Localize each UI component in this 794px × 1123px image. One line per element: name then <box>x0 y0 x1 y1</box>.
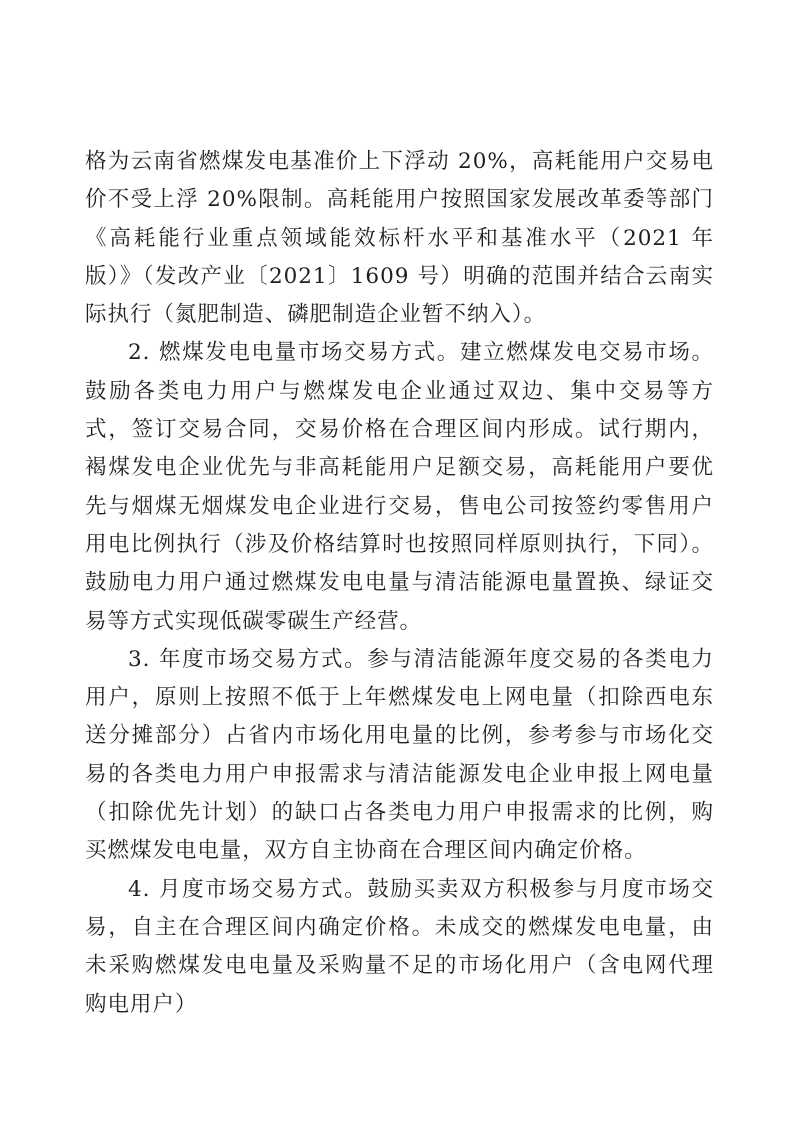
paragraph-1: 格为云南省燃煤发电基准价上下浮动 20%，高耗能用户交易电价不受上浮 20%限制。高耗能用户按照国家发展改革委等部门《高耗能行业重点领域能效标杆水平和基准水平（2021 年版）》（发改产业〔2021〕1609 号）明确的范围并结合云南实际执行（氮肥制造、磷肥制造企业暂不纳入）。 <box>85 149 714 328</box>
paragraph-4: 4. 月度市场交易方式。鼓励买卖双方积极参与月度市场交易，自主在合理区间内确定价格。未成交的燃煤发电电量，由未采购燃煤发电电量及采购量不足的市场化用户（含电网代理购电用户） <box>85 876 714 1017</box>
document-body <box>85 143 714 1024</box>
paragraph-3: 3. 年度市场交易方式。参与清洁能源年度交易的各类电力用户，原则上按照不低于上年燃煤发电上网电量（扣除西电东送分摊部分）占省内市场化用电量的比例，参考参与市场化交易的各类电力用户申报需求与清洁能源发电企业申报上网电量（扣除优先计划）的缺口占各类电力用户申报需求的比例，购买燃煤发电电量，双方自主协商在合理区间内确定价格。 <box>85 646 714 864</box>
paragraph-2: 2. 燃煤发电电量市场交易方式。建立燃煤发电交易市场。鼓励各类电力用户与燃煤发电企业通过双边、集中交易等方式，签订交易合同，交易价格在合理区间内形成。试行期内，褐煤发电企业优先与非高耗能用户足额交易，高耗能用户要优先与烟煤无烟煤发电企业进行交易，售电公司按签约零售用户用电比例执行（涉及价格结算时也按照同样原则执行，下同）。鼓励电力用户通过燃煤发电电量与清洁能源电量置换、绿证交易等方式实现低碳零碳生产经营。 <box>85 340 714 634</box>
